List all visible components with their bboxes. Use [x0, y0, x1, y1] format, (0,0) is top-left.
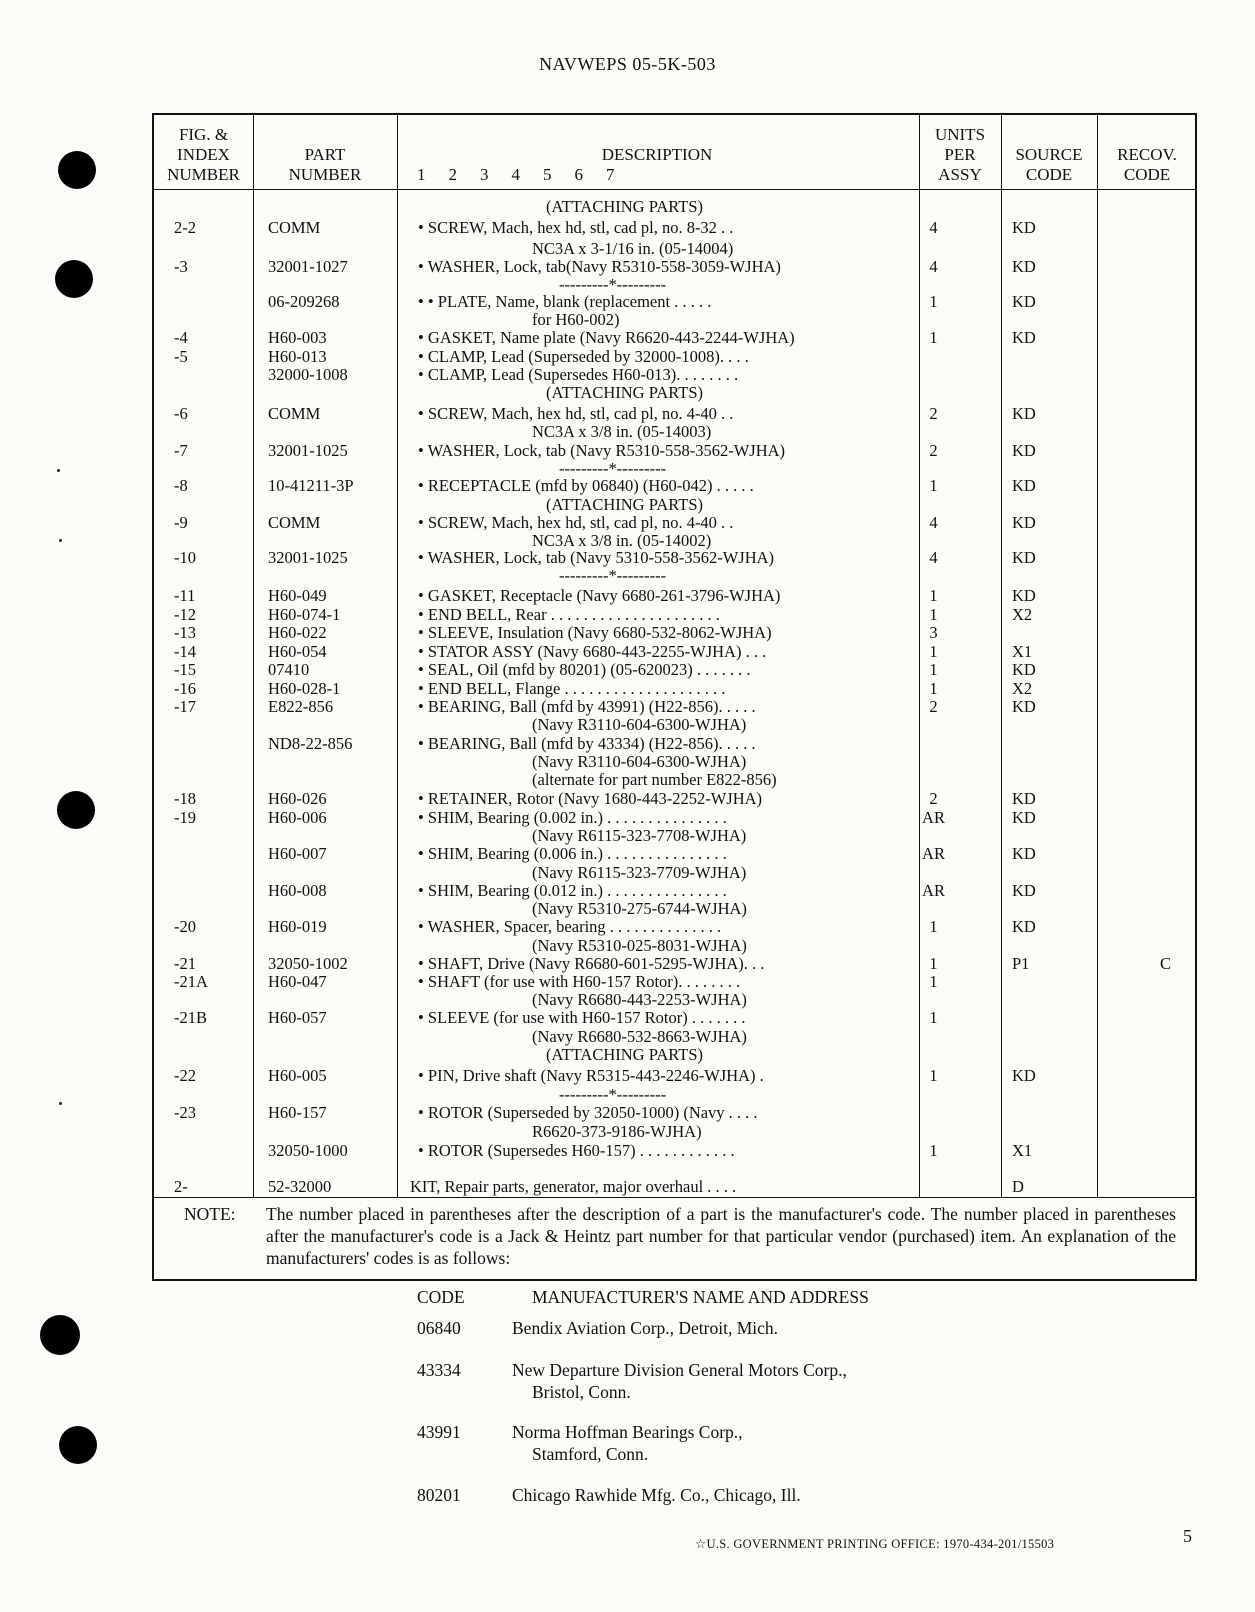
part-number-cell: H60-005 — [268, 1066, 327, 1085]
part-number-cell: 07410 — [268, 660, 310, 679]
manufacturer-name: Chicago Rawhide Mfg. Co., Chicago, Ill. — [512, 1485, 801, 1505]
table-row — [154, 973, 1195, 991]
description-cell: (Navy R6115-323-7708-WJHA) — [532, 826, 747, 845]
part-number-cell: H60-008 — [268, 881, 327, 900]
part-number-cell: H60-047 — [268, 972, 327, 991]
index-number-cell: -13 — [174, 623, 196, 642]
binder-hole — [57, 791, 95, 829]
header-part-number: PART NUMBER — [288, 145, 362, 184]
index-number-cell: -20 — [174, 917, 196, 936]
table-row — [154, 442, 1195, 460]
description-cell: • WASHER, Spacer, bearing . . . . . . . . . . . . . . — [418, 917, 722, 936]
part-number-cell: 06-209268 — [268, 292, 340, 311]
source-code-cell: P1 — [1012, 954, 1030, 973]
description-cell: • SLEEVE (for use with H60-157 Rotor) . . . . . . . — [418, 1008, 746, 1027]
description-cell: for H60-002) — [532, 310, 620, 329]
table-row — [154, 955, 1195, 973]
index-number-cell: -3 — [174, 257, 188, 276]
index-number-cell: -23 — [174, 1103, 196, 1122]
description-cell: • CLAMP, Lead (Superseded by 32000-1008). . . . — [418, 347, 749, 366]
table-row — [154, 329, 1195, 347]
table-row — [154, 293, 1195, 311]
description-cell: • SEAL, Oil (mfd by 80201) (05-620023) . . . . . . . — [418, 660, 751, 679]
description-cell: • CLAMP, Lead (Supersedes H60-013). . . . . . . . — [418, 365, 739, 384]
index-number-cell: -15 — [174, 660, 196, 679]
table-row — [154, 827, 1195, 845]
part-number-cell: H60-074-1 — [268, 605, 341, 624]
table-row — [154, 643, 1195, 661]
part-number-cell: 32050-1000 — [268, 1141, 348, 1160]
part-number-cell: H60-054 — [268, 642, 327, 661]
document-title: NAVWEPS 05-5K-503 — [539, 54, 716, 74]
table-row — [154, 496, 1195, 514]
description-cell: • SCREW, Mach, hex hd, stl, cad pl, no. 4-40 . . — [418, 404, 734, 423]
description-cell: • RECEPTACLE (mfd by 06840) (H60-042) . . . . . — [418, 476, 754, 495]
source-code-cell: KD — [1012, 476, 1036, 495]
table-row — [154, 240, 1195, 258]
table-row — [154, 311, 1195, 329]
table-row — [154, 514, 1195, 532]
table-row — [154, 698, 1195, 716]
part-number-cell: H60-028-1 — [268, 679, 341, 698]
description-cell: • GASKET, Name plate (Navy R6620-443-2244-WJHA) — [418, 328, 795, 347]
table-row — [154, 1009, 1195, 1027]
table-row — [154, 477, 1195, 495]
manufacturer-code: 43334 — [417, 1360, 461, 1380]
description-cell: (alternate for part number E822-856) — [532, 770, 777, 789]
index-number-cell: -8 — [174, 476, 188, 495]
description-cell: • SCREW, Mach, hex hd, stl, cad pl, no. 8-32 . . — [418, 218, 734, 237]
table-row — [154, 753, 1195, 771]
description-cell: • WASHER, Lock, tab (Navy 5310-558-3562-WJHA) — [418, 548, 775, 567]
source-code-cell: KD — [1012, 844, 1036, 863]
description-cell: • WASHER, Lock, tab (Navy R5310-558-3562-WJHA) — [418, 441, 786, 460]
description-cell: • SHIM, Bearing (0.012 in.) . . . . . . . . . . . . . . . — [418, 881, 727, 900]
units-per-assy-cell: 1 — [929, 476, 938, 495]
binder-hole — [59, 1426, 97, 1464]
index-number-cell: -5 — [174, 347, 188, 366]
binder-hole — [55, 260, 93, 298]
part-number-cell: H60-003 — [268, 328, 327, 347]
table-row — [154, 1123, 1195, 1141]
units-per-assy-cell: 1 — [929, 972, 938, 991]
description-cell: (Navy R6680-532-8663-WJHA) — [532, 1027, 747, 1046]
part-number-cell: H60-157 — [268, 1103, 327, 1122]
description-cell: (Navy R3110-604-6300-WJHA) — [532, 715, 747, 734]
units-per-assy-cell: 4 — [929, 513, 938, 532]
header-divider — [154, 189, 1195, 190]
source-code-cell: KD — [1012, 513, 1036, 532]
units-per-assy-cell: 1 — [929, 292, 938, 311]
description-cell: R6620-373-9186-WJHA) — [532, 1122, 702, 1141]
part-number-cell: COMM — [268, 404, 321, 423]
units-per-assy-cell: 1 — [929, 1141, 938, 1160]
header-fig-index: FIG. & INDEX NUMBER — [167, 125, 240, 184]
table-row — [154, 1086, 1195, 1104]
description-cell: ---------*--------- — [559, 566, 667, 585]
indent-level-numbers: 1 2 3 4 5 6 7 — [417, 165, 615, 184]
index-number-cell: 2-2 — [174, 218, 196, 237]
index-number-cell: -18 — [174, 789, 196, 808]
table-row — [154, 845, 1195, 863]
part-number-cell: 32001-1025 — [268, 548, 348, 567]
note-label: NOTE: — [184, 1204, 236, 1224]
source-code-cell: KD — [1012, 404, 1036, 423]
printing-office-footer: ☆U.S. GOVERNMENT PRINTING OFFICE: 1970-434-201/15503 — [695, 1537, 1055, 1551]
source-code-cell: X2 — [1012, 605, 1033, 624]
units-per-assy-cell: 4 — [929, 257, 938, 276]
index-number-cell: -7 — [174, 441, 188, 460]
description-cell: ---------*--------- — [559, 459, 667, 478]
note-divider — [154, 1197, 1195, 1198]
index-number-cell: -10 — [174, 548, 196, 567]
table-row — [154, 1178, 1195, 1196]
table-row — [154, 405, 1195, 423]
header-description: DESCRIPTION 1 2 3 4 5 6 7 — [397, 119, 919, 185]
index-number-cell: -6 — [174, 404, 188, 423]
description-cell: • SLEEVE, Insulation (Navy 6680-532-8062-WJHA) — [418, 623, 772, 642]
index-number-cell: -9 — [174, 513, 188, 532]
code-column-header: CODE — [417, 1287, 465, 1307]
table-row — [154, 918, 1195, 936]
index-number-cell: -17 — [174, 697, 196, 716]
speck — [59, 1102, 62, 1105]
binder-hole — [58, 151, 96, 189]
source-code-cell: X1 — [1012, 642, 1033, 661]
units-per-assy-cell: 1 — [929, 660, 938, 679]
header-source-code: SOURCE CODE — [1015, 145, 1083, 184]
units-per-assy-cell: AR — [922, 844, 945, 863]
units-per-assy-cell: AR — [922, 808, 945, 827]
table-row — [154, 900, 1195, 918]
recovery-code-cell: C — [1159, 954, 1171, 973]
source-code-cell: KD — [1012, 548, 1036, 567]
source-code-cell: KD — [1012, 218, 1036, 237]
speck — [59, 539, 62, 542]
units-per-assy-cell: 1 — [929, 679, 938, 698]
table-row — [154, 937, 1195, 955]
manufacturer-address: Stamford, Conn. — [532, 1444, 649, 1464]
units-per-assy-cell: 1 — [929, 1008, 938, 1027]
units-per-assy-cell: 1 — [929, 328, 938, 347]
source-code-cell: KD — [1012, 660, 1036, 679]
description-cell: • SHAFT (for use with H60-157 Rotor). . . . . . . . — [418, 972, 741, 991]
description-cell: (ATTACHING PARTS) — [546, 1045, 704, 1064]
units-per-assy-cell: 2 — [929, 441, 938, 460]
description-cell: • END BELL, Flange . . . . . . . . . . . . . . . . . . . . — [418, 679, 726, 698]
part-number-cell: 52-32000 — [268, 1177, 332, 1196]
description-cell: (ATTACHING PARTS) — [546, 197, 704, 216]
units-per-assy-cell: 3 — [929, 623, 938, 642]
description-cell: • SHIM, Bearing (0.002 in.) . . . . . . . . . . . . . . . — [418, 808, 727, 827]
table-row — [154, 423, 1195, 441]
speck — [57, 469, 60, 472]
table-row — [154, 680, 1195, 698]
table-row — [154, 1067, 1195, 1085]
description-cell: NC3A x 3/8 in. (05-14003) — [532, 422, 712, 441]
index-number-cell: -14 — [174, 642, 196, 661]
description-cell: NC3A x 3-1/16 in. (05-14004) — [532, 239, 734, 258]
description-cell: (Navy R3110-604-6300-WJHA) — [532, 752, 747, 771]
table-row — [154, 864, 1195, 882]
description-cell: • RETAINER, Rotor (Navy 1680-443-2252-WJHA) — [418, 789, 763, 808]
table-row — [154, 219, 1195, 237]
units-per-assy-cell: 1 — [929, 917, 938, 936]
table-row — [154, 1046, 1195, 1064]
table-row — [154, 198, 1195, 216]
part-number-cell: H60-007 — [268, 844, 327, 863]
table-row — [154, 624, 1195, 642]
units-per-assy-cell: 1 — [929, 1066, 938, 1085]
units-per-assy-cell: 1 — [929, 605, 938, 624]
source-code-cell: KD — [1012, 328, 1036, 347]
part-number-cell: E822-856 — [268, 697, 334, 716]
source-code-cell: D — [1012, 1177, 1024, 1196]
part-number-cell: 32001-1025 — [268, 441, 348, 460]
table-row — [154, 348, 1195, 366]
table-row — [154, 882, 1195, 900]
table-row — [154, 366, 1195, 384]
description-cell: • GASKET, Receptacle (Navy 6680-261-3796-WJHA) — [418, 586, 781, 605]
index-number-cell: -19 — [174, 808, 196, 827]
part-number-cell: 10-41211-3P — [268, 476, 354, 495]
source-code-cell: KD — [1012, 441, 1036, 460]
units-per-assy-cell: AR — [922, 881, 945, 900]
units-per-assy-cell: 1 — [929, 642, 938, 661]
manufacturer-column-header: MANUFACTURER'S NAME AND ADDRESS — [532, 1287, 869, 1307]
part-number-cell: COMM — [268, 218, 321, 237]
description-cell: (ATTACHING PARTS) — [546, 383, 704, 402]
description-cell: (Navy R5310-275-6744-WJHA) — [532, 899, 747, 918]
description-cell: (Navy R5310-025-8031-WJHA) — [532, 936, 747, 955]
manufacturer-code: 80201 — [417, 1485, 461, 1505]
index-number-cell: -21A — [174, 972, 208, 991]
units-per-assy-cell: 4 — [929, 548, 938, 567]
description-cell: • SHIM, Bearing (0.006 in.) . . . . . . . . . . . . . . . — [418, 844, 727, 863]
table-row — [154, 991, 1195, 1009]
units-per-assy-cell: 4 — [929, 218, 938, 237]
header-units-per-assy: UNITS PER ASSY — [934, 125, 986, 184]
description-cell: • ROTOR (Superseded by 32050-1000) (Navy . . . . — [418, 1103, 758, 1122]
source-code-cell: KD — [1012, 808, 1036, 827]
header-recov-code: RECOV. CODE — [1117, 145, 1177, 184]
index-number-cell: -12 — [174, 605, 196, 624]
units-per-assy-cell: 2 — [929, 697, 938, 716]
description-cell: • ROTOR (Supersedes H60-157) . . . . . . . . . . . . — [418, 1141, 735, 1160]
description-cell: NC3A x 3/8 in. (05-14002) — [532, 531, 712, 550]
table-row — [154, 258, 1195, 276]
note-text: The number placed in parentheses after the description of a part is the manufacturer's code. The number placed in parentheses after the manufacturer's code is a Jack & Heintz part number for that particular vendor (purchased) item. An explanation of the manufacturers' codes is as follows: — [266, 1204, 1176, 1268]
description-cell: • • PLATE, Name, blank (replacement . . . . . — [418, 292, 712, 311]
index-number-cell: -21B — [174, 1008, 207, 1027]
part-number-cell: H60-006 — [268, 808, 327, 827]
table-row — [154, 549, 1195, 567]
description-cell: • SCREW, Mach, hex hd, stl, cad pl, no. 4-40 . . — [418, 513, 734, 532]
manufacturer-code: 06840 — [417, 1318, 461, 1338]
part-number-cell: COMM — [268, 513, 321, 532]
table-row — [154, 1028, 1195, 1046]
source-code-cell: KD — [1012, 881, 1036, 900]
description-cell: • BEARING, Ball (mfd by 43991) (H22-856). . . . . — [418, 697, 756, 716]
part-number-cell: H60-026 — [268, 789, 327, 808]
units-per-assy-cell: 1 — [929, 954, 938, 973]
source-code-cell: KD — [1012, 789, 1036, 808]
units-per-assy-cell: 1 — [929, 586, 938, 605]
description-cell: • WASHER, Lock, tab(Navy R5310-558-3059-WJHA) — [418, 257, 781, 276]
source-code-cell: KD — [1012, 292, 1036, 311]
table-row — [154, 716, 1195, 734]
table-row — [154, 735, 1195, 753]
table-row — [154, 587, 1195, 605]
description-cell: (ATTACHING PARTS) — [546, 495, 704, 514]
parts-table — [152, 113, 1197, 1281]
description-cell: ---------*--------- — [559, 1085, 667, 1104]
part-number-cell: ND8-22-856 — [268, 734, 353, 753]
index-number-cell: -16 — [174, 679, 196, 698]
part-number-cell: H60-057 — [268, 1008, 327, 1027]
source-code-cell: KD — [1012, 257, 1036, 276]
table-row — [154, 1104, 1195, 1122]
source-code-cell: X1 — [1012, 1141, 1033, 1160]
description-cell: ---------*--------- — [559, 275, 667, 294]
page-number: 5 — [1183, 1526, 1192, 1546]
units-per-assy-cell: 2 — [929, 404, 938, 423]
description-cell: • BEARING, Ball (mfd by 43334) (H22-856). . . . . — [418, 734, 756, 753]
description-cell: KIT, Repair parts, generator, major overhaul . . . . — [410, 1177, 737, 1196]
part-number-cell: 32000-1008 — [268, 365, 348, 384]
units-per-assy-cell: 2 — [929, 789, 938, 808]
manufacturer-code: 43991 — [417, 1422, 461, 1442]
table-row — [154, 384, 1195, 402]
manufacturer-address: Bristol, Conn. — [532, 1382, 631, 1402]
description-cell: • STATOR ASSY (Navy 6680-443-2255-WJHA) . . . — [418, 642, 767, 661]
part-number-cell: 32001-1027 — [268, 257, 348, 276]
source-code-cell: KD — [1012, 586, 1036, 605]
manufacturer-name: New Departure Division General Motors Corp., — [512, 1360, 847, 1380]
table-row — [154, 809, 1195, 827]
source-code-cell: KD — [1012, 1066, 1036, 1085]
index-number-cell: -11 — [174, 586, 196, 605]
index-number-cell: -4 — [174, 328, 188, 347]
description-cell: • END BELL, Rear . . . . . . . . . . . . . . . . . . . . . — [418, 605, 720, 624]
part-number-cell: H60-022 — [268, 623, 327, 642]
source-code-cell: X2 — [1012, 679, 1033, 698]
part-number-cell: H60-019 — [268, 917, 327, 936]
table-row — [154, 567, 1195, 585]
index-number-cell: -21 — [174, 954, 196, 973]
table-row — [154, 661, 1195, 679]
part-number-cell: H60-013 — [268, 347, 327, 366]
description-cell: • SHAFT, Drive (Navy R6680-601-5295-WJHA). . . — [418, 954, 765, 973]
manufacturer-name: Bendix Aviation Corp., Detroit, Mich. — [512, 1318, 779, 1338]
part-number-cell: 32050-1002 — [268, 954, 348, 973]
table-row — [154, 790, 1195, 808]
description-cell: (Navy R6680-443-2253-WJHA) — [532, 990, 747, 1009]
table-row — [154, 771, 1195, 789]
source-code-cell: KD — [1012, 697, 1036, 716]
description-cell: (Navy R6115-323-7709-WJHA) — [532, 863, 747, 882]
binder-hole — [40, 1315, 80, 1355]
table-row — [154, 606, 1195, 624]
description-cell: • PIN, Drive shaft (Navy R5315-443-2246-WJHA) . — [418, 1066, 764, 1085]
source-code-cell: KD — [1012, 917, 1036, 936]
part-number-cell: H60-049 — [268, 586, 327, 605]
table-row — [154, 1142, 1195, 1160]
manufacturer-name: Norma Hoffman Bearings Corp., — [512, 1422, 743, 1442]
index-number-cell: 2- — [174, 1177, 188, 1196]
index-number-cell: -22 — [174, 1066, 196, 1085]
